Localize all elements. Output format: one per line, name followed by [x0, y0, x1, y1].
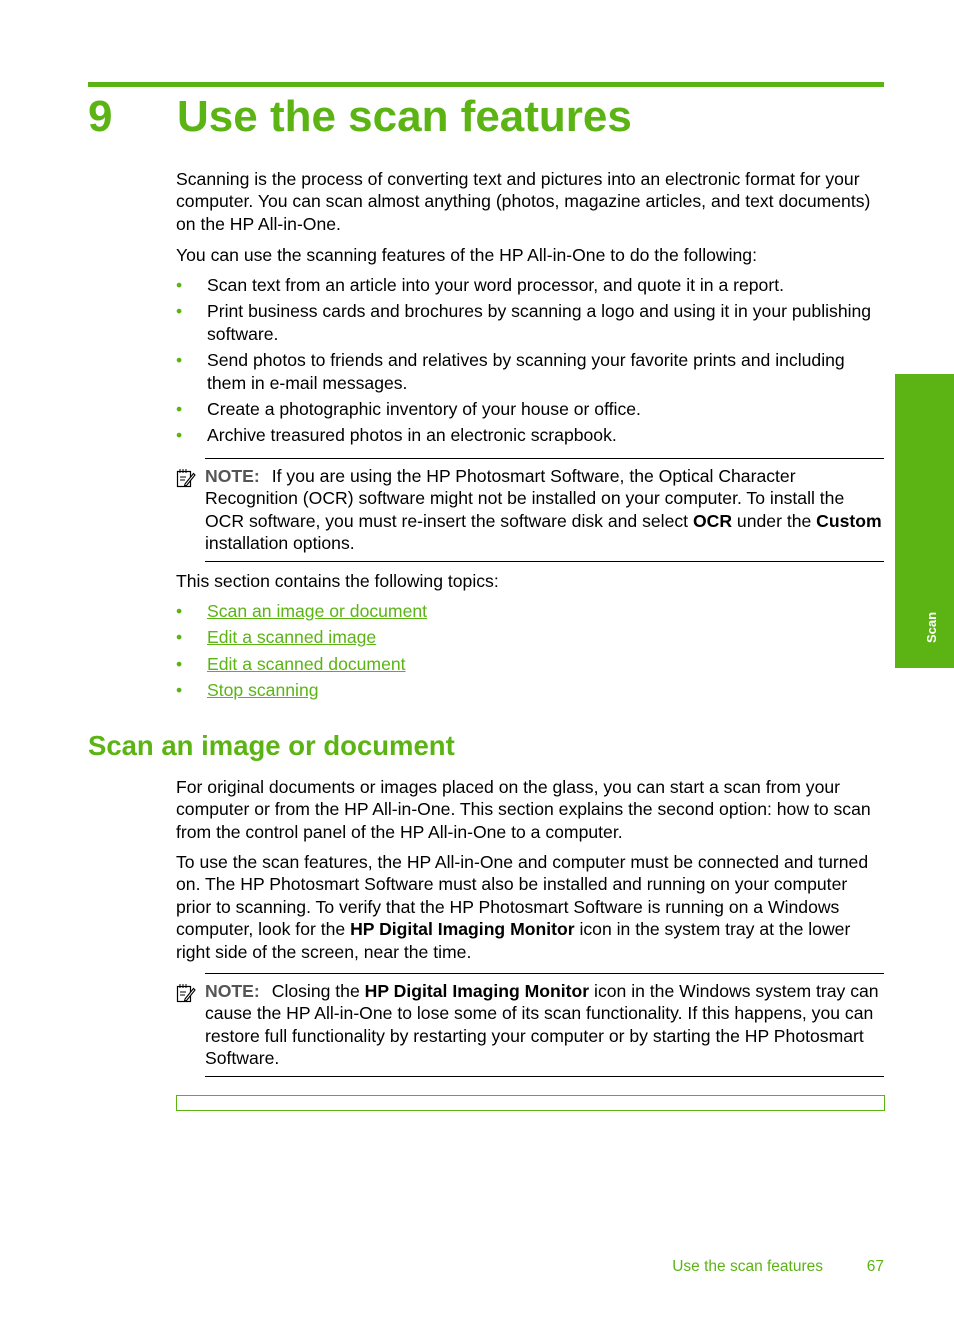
section-paragraph-2	[176, 851, 886, 963]
note-label: NOTE:	[205, 466, 260, 486]
note-bold-ocr: OCR	[692, 510, 733, 531]
section-text-part: icon in the system tray at the lower right side of the screen, near the time.	[176, 919, 851, 962]
list-item	[176, 398, 886, 420]
note-text-part: under the	[732, 510, 817, 531]
section-paragraph-1	[176, 776, 886, 843]
note-monitor-text	[205, 980, 884, 1070]
footer-page-number: 67	[866, 1258, 884, 1275]
footer-chapter-title: Use the scan features	[672, 1258, 823, 1275]
section-text-2	[176, 851, 886, 963]
chapter-heading	[88, 92, 632, 142]
side-thumb-tab	[895, 374, 954, 668]
list-item	[176, 679, 886, 701]
bullet-dot: •	[176, 275, 183, 295]
note-pencil-icon	[176, 983, 196, 1003]
list-item-text: Create a photographic inventory of your house or office.	[207, 399, 641, 420]
note-bold-custom: Custom	[816, 510, 882, 531]
section-text-1: For original documents or images placed on the glass, you can start a scan from your computer or from the HP All-in-One. This section explains the second option: how to scan from the control panel of the HP All-in-One to a computer.	[176, 777, 871, 842]
intro-text-2: You can use the scanning features of the HP All-in-One to do the following:	[176, 245, 757, 265]
note-monitor	[176, 973, 884, 1077]
section-heading: Scan an image or document	[88, 730, 455, 761]
topic-link-stop-scanning[interactable]: Stop scanning	[207, 680, 319, 701]
section-bold-monitor: HP Digital Imaging Monitor	[350, 919, 575, 940]
intro-paragraph-1	[176, 168, 886, 235]
list-item	[176, 626, 886, 648]
note-top-rule	[205, 973, 884, 974]
side-tab-label: Scan	[924, 611, 939, 643]
chapter-title: Use the scan features	[177, 92, 632, 141]
bullet-dot: •	[176, 399, 183, 420]
empty-green-box	[176, 1095, 885, 1111]
note-text-part: If you are using the HP Photosmart Software, the Optical Character Recognition (OCR) software might not be installed on your computer. To install the OCR software, you must re-insert the software disk and select	[205, 466, 845, 531]
topic-link-scan-image[interactable]: Scan an image or document	[207, 601, 428, 621]
topics-list	[176, 600, 886, 706]
note-pencil-icon	[176, 468, 196, 488]
list-item	[176, 653, 886, 675]
bullet-dot: •	[176, 627, 183, 648]
note-text-part: icon in the Windows system tray can cause the HP All-in-One to lose some of its scan functionality. If this happens, you can restore full functionality by restarting your computer or by starting the HP Photosmart Software.	[205, 981, 879, 1069]
bullet-dot: •	[176, 601, 183, 621]
note-ocr-text	[205, 465, 884, 555]
note-ocr	[176, 458, 884, 562]
list-item-text: Print business cards and brochures by scanning a logo and using it in your publishing software.	[207, 301, 872, 344]
section-text-part: To use the scan features, the HP All-in-One and computer must be connected and turned on. The HP Photosmart Software must also be installed and running on your computer prior to scanning. To verify that the HP Photosmart Software is running on a Windows computer, look for the	[176, 852, 869, 940]
topic-link-edit-image[interactable]: Edit a scanned image	[207, 627, 377, 648]
intro-paragraph-2	[176, 244, 886, 266]
uses-list	[176, 274, 886, 451]
note-bottom-rule	[205, 1076, 884, 1077]
bullet-dot: •	[176, 653, 183, 674]
list-item-text: Archive treasured photos in an electronic scrapbook.	[207, 425, 617, 446]
bullet-dot: •	[176, 350, 183, 371]
note-label: NOTE:	[205, 981, 260, 1001]
list-item	[176, 349, 886, 394]
list-item-text: Send photos to friends and relatives by scanning your favorite prints and including them in e-mail messages.	[207, 350, 845, 393]
bullet-dot: •	[176, 680, 183, 701]
list-item	[176, 274, 886, 296]
list-item	[176, 300, 886, 345]
chapter-number: 9	[88, 92, 113, 141]
list-item	[176, 600, 886, 622]
topic-link-edit-document[interactable]: Edit a scanned document	[207, 653, 406, 674]
topics-intro-text: This section contains the following topics:	[176, 571, 499, 591]
note-top-rule	[205, 458, 884, 459]
bullet-dot: •	[176, 301, 183, 322]
note-bold-monitor: HP Digital Imaging Monitor	[364, 981, 590, 1001]
list-item	[176, 424, 886, 446]
note-text-part: installation options.	[205, 533, 355, 554]
list-item-text: Scan text from an article into your word processor, and quote it in a report.	[207, 275, 784, 295]
note-bottom-rule	[205, 561, 884, 562]
bullet-dot: •	[176, 425, 183, 446]
intro-text-1: Scanning is the process of converting text and pictures into an electronic format for your computer. You can scan almost anything (photos, magazine articles, and text documents) on the HP All-in-One.	[176, 169, 871, 234]
topics-intro	[176, 570, 886, 592]
chapter-top-rule	[88, 82, 884, 87]
note-text-part: Closing the	[271, 981, 365, 1001]
